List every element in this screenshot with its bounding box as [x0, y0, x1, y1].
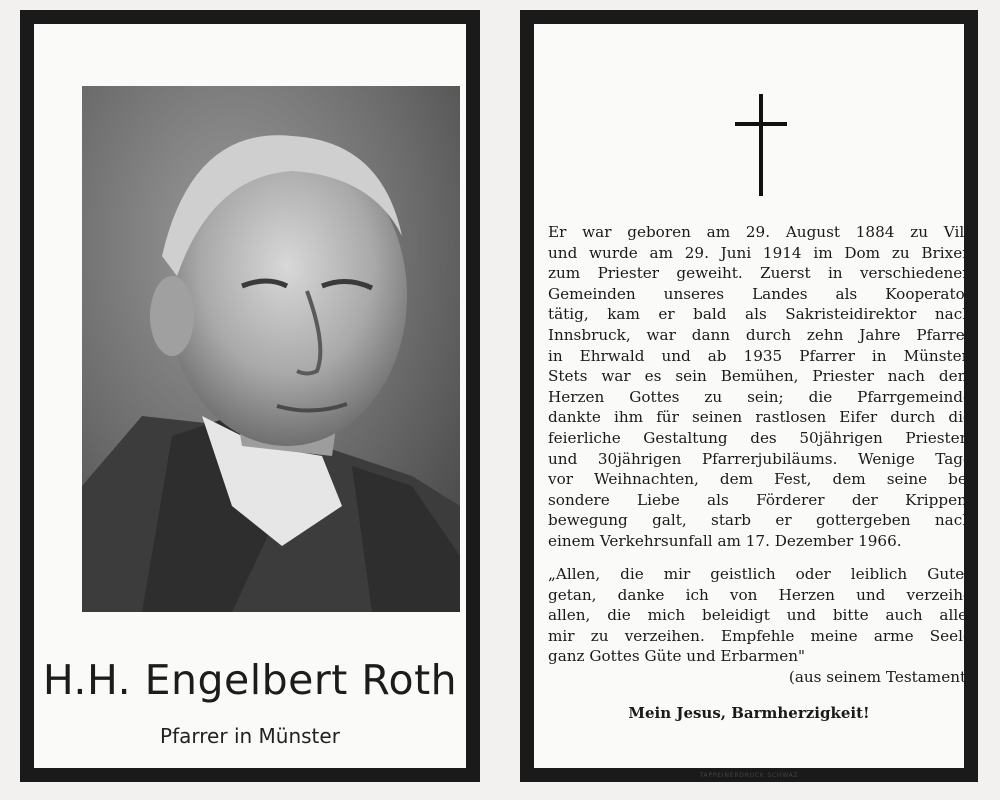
card-right-inner: [534, 24, 972, 779]
bio-line: dankte ihm für seinen rastlosen Eifer durch die: [548, 408, 972, 427]
bio-line: Gemeinden unseres Landes als Kooperator: [548, 284, 972, 303]
biography-text: [548, 222, 972, 552]
deceased-name: H.H. Engelbert Roth: [42, 656, 458, 704]
quote-line: allen, die mich beleidigt und bitte auch alle,: [548, 606, 972, 625]
bio-line: einem Verkehrsunfall am 17. Dezember 1966.: [548, 531, 902, 550]
bio-line: und 30jährigen Pfarrerjubiläums. Wenige Tage: [548, 449, 972, 468]
bio-line: Er war geboren am 29. August 1884 zu Vils: [548, 223, 972, 241]
quote-line: mir zu verzeihen. Empfehle meine arme Seele: [548, 626, 972, 645]
bio-line: in Ehrwald und ab 1935 Pfarrer in Münster.: [548, 346, 972, 365]
bio-line: zum Priester geweiht. Zuerst in verschiedenen: [548, 264, 972, 283]
bio-line: tätig, kam er bald als Sakristeidirektor nach: [548, 305, 972, 324]
quote-source: (aus seinem Testament): [788, 667, 972, 686]
bio-line: Innsbruck, war dann durch zehn Jahre Pfarrer: [548, 325, 972, 344]
testament-quote: [548, 564, 972, 688]
deceased-role: Pfarrer in Münster: [160, 724, 340, 748]
memorial-card-right: [520, 10, 978, 782]
cross-icon: [735, 94, 787, 196]
portrait-photo: [82, 86, 460, 612]
printer-imprint: TAPPEINERDRUCK SCHWAZ: [699, 772, 799, 779]
bio-line: und wurde am 29. Juni 1914 im Dom zu Brixen: [548, 243, 972, 262]
portrait-illustration: [82, 86, 460, 612]
quote-line: „Allen, die mir geistlich oder leiblich Gutes: [548, 565, 972, 583]
memorial-card-left: [20, 10, 480, 782]
quote-line: ganz Gottes Güte und Erbarmen": [548, 647, 805, 666]
bio-line: Stets war es sein Bemühen, Priester nach dem: [548, 367, 972, 386]
bio-line: vor Weihnachten, dem Fest, dem seine be-: [548, 470, 972, 489]
bio-line: feierliche Gestaltung des 50jährigen Priester-: [548, 428, 972, 447]
bio-line: bewegung galt, starb er gottergeben nach: [548, 511, 972, 530]
bio-line: Herzen Gottes zu sein; die Pfarrgemeinde: [548, 387, 972, 406]
closing-prayer: Mein Jesus, Barmherzigkeit!: [628, 704, 870, 722]
card-left-inner: [34, 24, 466, 768]
bio-line: sondere Liebe als Förderer der Krippen-: [548, 490, 972, 509]
quote-line: getan, danke ich von Herzen und verzeihe: [548, 585, 972, 604]
